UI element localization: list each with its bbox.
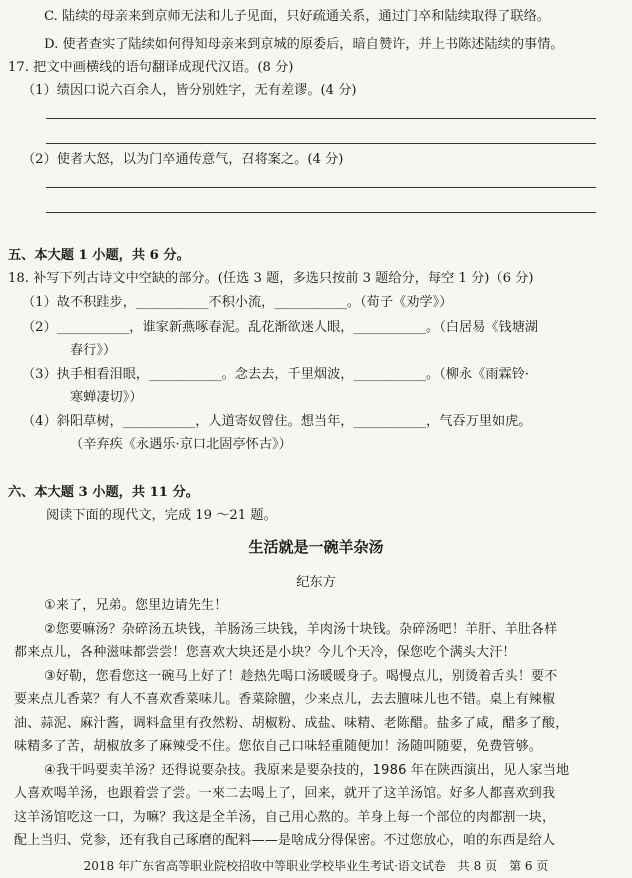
q18-item: （4）斜阳草树，___________，人道寄奴曾住。想当年，___________，气吞万里如虎。 — [22, 414, 532, 429]
article-author: 纪东方 — [296, 575, 336, 590]
answer-line — [46, 212, 596, 213]
article-line: 这羊汤馆吃这一口，为嘛？我这是全羊汤，自己用心熬的。羊身上每一个部位的肉都割一块， — [14, 810, 556, 825]
q18-item: （3）执手相看泪眼，___________。念去去，千里烟波，___________。（柳永《雨霖铃· — [22, 367, 530, 382]
q18-item: （1）故不积跬步，___________不积小流，___________。（荀子《劝学》） — [22, 295, 453, 310]
article-line: 配上当归、党参，还有我自己琢磨的配料——是啥成分得保密。不过您放心，咱的东西是给人 — [14, 833, 556, 848]
article-line: ③好勒，您看您这一碗马上好了！趁热先喝口汤暖暖身子。喝慢点儿，别烫着舌头！要不 — [44, 669, 558, 684]
article-line: ①来了，兄弟。您里边请先生！ — [44, 598, 228, 613]
article-line: 油、蒜泥、麻汁酱，调料盒里有孜然粉、胡椒粉、成盐、味精、老陈醋。盐多了咸，醋多了酸， — [14, 716, 569, 731]
article-title: 生活就是一碗羊杂汤 — [248, 538, 384, 556]
q17-sub1: （1）绩因口说六百余人，皆分别姓字，无有差谬。(4 分) — [22, 83, 357, 98]
article-line: 人喜欢喝羊汤，也跟着尝了尝。一來二去喝上了，回来，就开了这羊汤馆。好多人都喜欢到我 — [14, 786, 556, 801]
answer-line — [46, 118, 596, 119]
option-c: C. 陆续的母亲来到京师无法和儿子见面，只好疏通关系，通过门卒和陆续取得了联络。 — [44, 9, 550, 24]
section6-heading: 六、本大题 3 小题，共 11 分。 — [8, 485, 199, 500]
article-line: ④我干吗要卖羊汤？还得说要杂技。我原来是要杂技的，1986 年在陕西演出，见人家当地 — [44, 763, 570, 778]
q17-sub2: （2）使者大怒，以为门卒通传意气，召将案之。(4 分) — [22, 152, 344, 167]
reading-instruction: 阅读下面的现代文，完成 19 ～21 题。 — [46, 508, 277, 523]
q18-item-cont: 春行》） — [70, 343, 117, 358]
option-d: D. 使者查实了陆续如何得知母亲来到京城的原委后，暗自赞许，并上书陈述陆续的事情。 — [44, 37, 564, 52]
answer-line — [46, 187, 596, 188]
answer-line — [46, 143, 596, 144]
q18-stem: 18. 补写下列古诗文中空缺的部分。(任选 3 题，多选只按前 3 题给分，每空 1 分)（6 分) — [8, 271, 534, 286]
section5-heading: 五、本大题 1 小题，共 6 分。 — [8, 248, 190, 263]
q18-item-cont: 寒蝉凄切》） — [70, 390, 143, 405]
q18-item: （2）___________，谁家新燕啄春泥。乱花渐欲迷人眼，___________。（白居易《钱塘湖 — [22, 320, 539, 335]
article-line: 味精多了苦，胡椒放多了麻辣受不住。您依自己口味轻重随便加！汤随叫随要，免费管够。 — [14, 739, 543, 754]
page-footer: 2018 年广东省高等职业院校招收中等职业学校毕业生考试·语文试卷 共 8 页 第 6 页 — [83, 859, 549, 873]
article-line: 要来点儿香菜？有人不喜欢香菜味儿。香菜除膻，少来点儿，去去膻味儿也不错。桌上有辣椒 — [14, 692, 556, 707]
article-line: 都来点儿，各种滋味都尝尝！您喜欢大块还是小块？今儿个天冷，保您吃个满头大汗！ — [14, 645, 516, 660]
q17-stem: 17. 把文中画横线的语句翻译成现代汉语。(8 分) — [8, 60, 294, 75]
q18-item-cont: （辛弃疾《永遇乐·京口北固亭怀古》） — [70, 437, 292, 452]
article-line: ②您要嘛汤？杂碎汤五块钱，羊肠汤三块钱，羊肉汤十块钱。杂碎汤吧！羊肝、羊肚各样 — [44, 622, 558, 637]
